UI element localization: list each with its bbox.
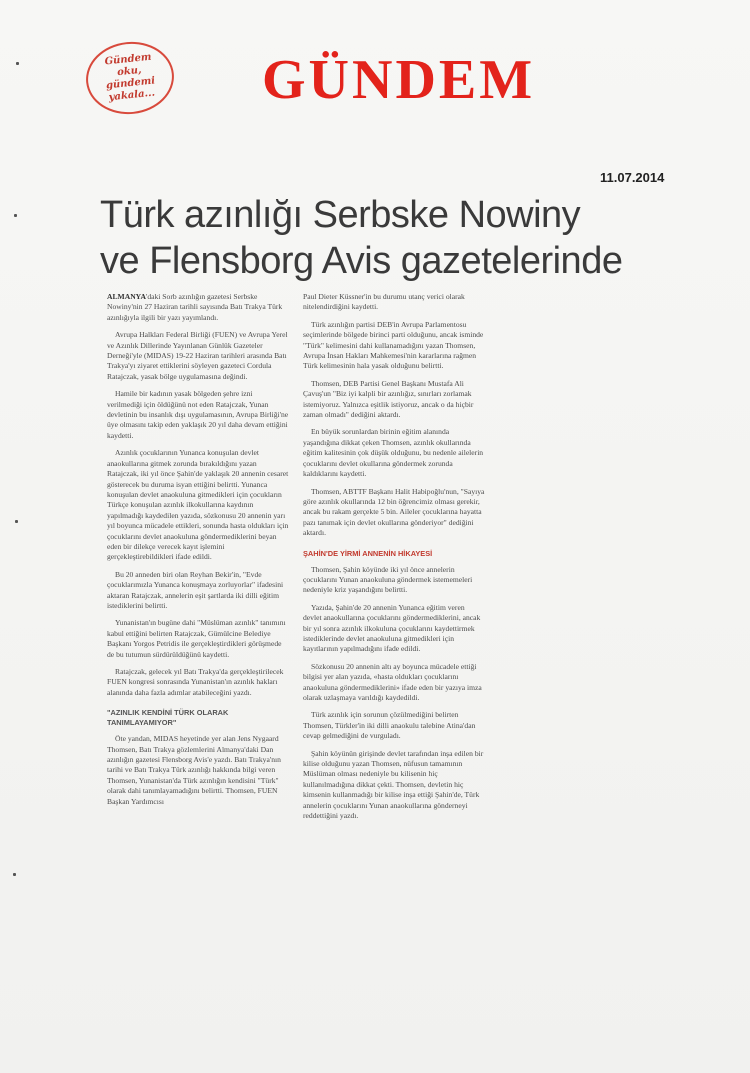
paragraph: Avrupa Halkları Federal Birliği (FUEN) ve Avrupa Yerel ve Azınlık Dillerinde Yayınlanan Günlük Gazeteler Derneği'yle (MIDAS) 19-22 Haziran tarihleri arasında Batı Trakya'yı ziyaret ettiklerini söyleyen gazeteci Cordula Ratajczak, yasak bölge uygulamasına değindi. — [107, 330, 288, 381]
scan-mark — [13, 873, 16, 876]
paragraph: En büyük sorunlardan birinin eğitim alanında yaşandığına dikkat çeken Thomsen, azınlık okullarında eğitim kalitesinin çok düşük olduğunu, bu nedenle ailelerin çocuklarını devlet okullarına göndermek zorunda kaldıklarını kaydetti. — [303, 427, 484, 479]
section-subhead: ŞAHİN'DE YİRMİ ANNENİN HİKAYESİ — [303, 548, 433, 558]
paragraph: Sözkonusu 20 annenin altı ay boyunca mücadele ettiği bilgisi yer alan yazıda, «hasta oldukları çocuklarını anaokuluna göndermediklerini» ifade eden bir yazıya imza olarak uzlaşmaya varıldığı kaydedildi. — [303, 661, 482, 702]
paragraph: Paul Dieter Küssner'in bu durumu utanç verici olarak nitelendirdiğini kaydetti. — [303, 292, 465, 312]
scan-mark — [15, 520, 18, 523]
paragraph — [107, 292, 289, 323]
paragraph: Türk azınlığın partisi DEB'in Avrupa Parlamentosu seçimlerinde bölgede birinci parti olduğunu, ancak isminde "Türk" kelimesini dahi kullanamadığını yazan Thomsen, Avrupa İnsan Hakları Mahkemesi'nin kararlarına rağmen Türk kelimesinin hala yasak olduğunu belirtti. — [303, 319, 484, 371]
paragraph: Hamile bir kadının yasak bölgeden şehre izni verilmediği için öldüğünü not eden Ratajczak, Yunan devletinin bu insanlık dışı uygulamasının, Avrupa Birliği'ne üye olmasını takip eden yaklaşık 20 yıl daha devam ettiğini kaydetti. — [107, 389, 289, 440]
logo-line: gündemi — [105, 75, 156, 92]
paragraph: Thomsen, DEB Partisi Genel Başkanı Mustafa Ali Çavuş'un "Biz iyi kalpli bir azınlığız, sınırları zorlamak istemiyoruz. Yalnızca eşitlik istiyoruz, ancak o da hiçbir zaman olmadı" dediğini aktardı. — [303, 378, 474, 420]
dateline-place: ALMANYA — [107, 292, 146, 301]
paragraph: Thomsen, Şahin köyünde iki yıl önce annelerin çocuklarını Yunan anaokuluna göndermek istememeleri nedeniyle kriz yaşandığını belirtti. — [303, 564, 473, 595]
masthead-title: GÜNDEM — [262, 49, 536, 111]
paragraph: Şahin köyünün girişinde devlet tarafından inşa edilen bir kilise olduğunu yazan Thomsen, nüfusun tamamının Müslüman olması nedeniyle bu kilisenin hiç kullanılmadığına dikkat çekti. Thomsen, devletin hiç kimsenin kullanmadığı bir kilise inşa ettiği Şahin'de, Türk annelerin çocuklarını Yunan anaokullarına gönderneyi reddettiğini yazdı. — [303, 748, 484, 821]
logo-line: oku, — [116, 64, 143, 79]
paragraph: Öte yandan, MIDAS heyetinde yer alan Jens Nygaard Thomsen, Batı Trakya gözlemlerini Almanya'daki Dan azınlığın gazetesi Flensborg Avis'e yazdı. Batı Trakya'nın tarihi ve Batı Trakya Türk azınlığı hakkında bilgi veren Thomsen, Yunanistan'da Türk azınlığın kendisini "Türk" olarak dahi tanımlayamadığını belirtti. Thomsen, FUEN Başkan Yardımcısı — [107, 734, 281, 806]
paragraph: Yazıda, Şahin'de 20 annenin Yunanca eğitim veren devlet anaokullarına çocuklarını göndermediklerini, ancak bir yıl sonra azınlık ilkokuluna çocuklarını kaydettirmek istediklerinde devlet anaokuluna gitmedikleri için kayıtlarının yapılmadığını ifade edildi. — [303, 602, 481, 654]
paragraph: Türk azınlık için sorunun çözülmediğini belirten Thomsen, Türkler'in iki dilli anaokulu talebine Atina'dan cevap gelmediğini de vurguladı. — [303, 710, 476, 741]
article-column-right — [303, 292, 485, 828]
paragraph: Bu 20 anneden biri olan Reyhan Bekir'in, "Evde çocuklarımızla Yunanca konuşmaya zorluyorlar" ifadesini aktaran Ratajczak, annelerin eşit şartlarda iki dilli eğitim istediklerini belirtti. — [107, 569, 284, 610]
paragraph-text: 'daki Sorb azınlığın gazetesi Serbske Nowiny'nin 27 Haziran tarihli sayısında Batı Trakya Türk azınlığıyla ilgili bir yazı yayımlandı. — [107, 292, 283, 322]
paragraph: Thomsen, ABTTF Başkanı Halit Habipoğlu'nun, "Sayıya göre azınlık okullarında 12 bin öğrencimiz olması gerekir, ancak bu rakam gerçekte 5 bin. Aileler çocuklarına hayatta pazı tanımak için devlet okullarına gönderiyor" dediğini aktardı. — [303, 486, 485, 538]
section-subhead: "AZINLIK KENDİNİ TÜRK OLARAK TANIMLAYAMIYOR" — [107, 708, 229, 728]
headline-line-1: Türk azınlığı Serbske Nowiny — [100, 194, 581, 236]
logo-line: Gündem — [104, 51, 153, 68]
article-headline — [100, 192, 660, 284]
scan-mark — [14, 214, 17, 217]
publication-date: 11.07.2014 — [600, 170, 665, 185]
paragraph: Yunanistan'ın bugüne dahi "Müslüman azınlık" tanımını kabul ettiğini belirten Ratajczak, Gümülcine Belediye Başkanı Yorgos Petridis ile gerçekleştirdikleri görüşmede de bu tutumun sürdürüldüğünü kaydetti. — [107, 618, 286, 659]
logo-line: yakala... — [108, 87, 156, 104]
scan-mark — [16, 62, 19, 65]
paragraph: Azınlık çocuklarının Yunanca konuşulan devlet anaokullarına gitmek zorunda bırakıldığını yazan Ratajczak, iki yıl önce Şahin'de yaklaşık 20 annenin cesaret gösterecek bu duruma isyan ettiğini belirtti. Yunanca konuşulan devlet anaokuluna gitmedikleri için çocukların Türkçe konuşulan azınlık ilkokullarına kaydının yapılmadığı kaydedilen yazıda, sözkonusu 20 annenin yarı yıl boyunca mücadele ettikleri, sonunda hasta oldukları için çocuklarını devlet anaokuluna göndermediklerini beyan eden bir dilekçe verecek kayıt işlemini gerçekleştirebildikleri ifade edildi. — [107, 448, 289, 562]
headline-line-2: ve Flensborg Avis gazetelerinde — [100, 240, 623, 282]
paragraph: Ratajczak, gelecek yıl Batı Trakya'da gerçekleştirilecek FUEN kongresi sonrasında Yunanistan'ın azınlık hakları alanında daha fazla adımlar atabileceğini yazdı. — [107, 667, 284, 697]
gundem-logo — [82, 38, 177, 119]
article-column-left — [107, 292, 289, 814]
